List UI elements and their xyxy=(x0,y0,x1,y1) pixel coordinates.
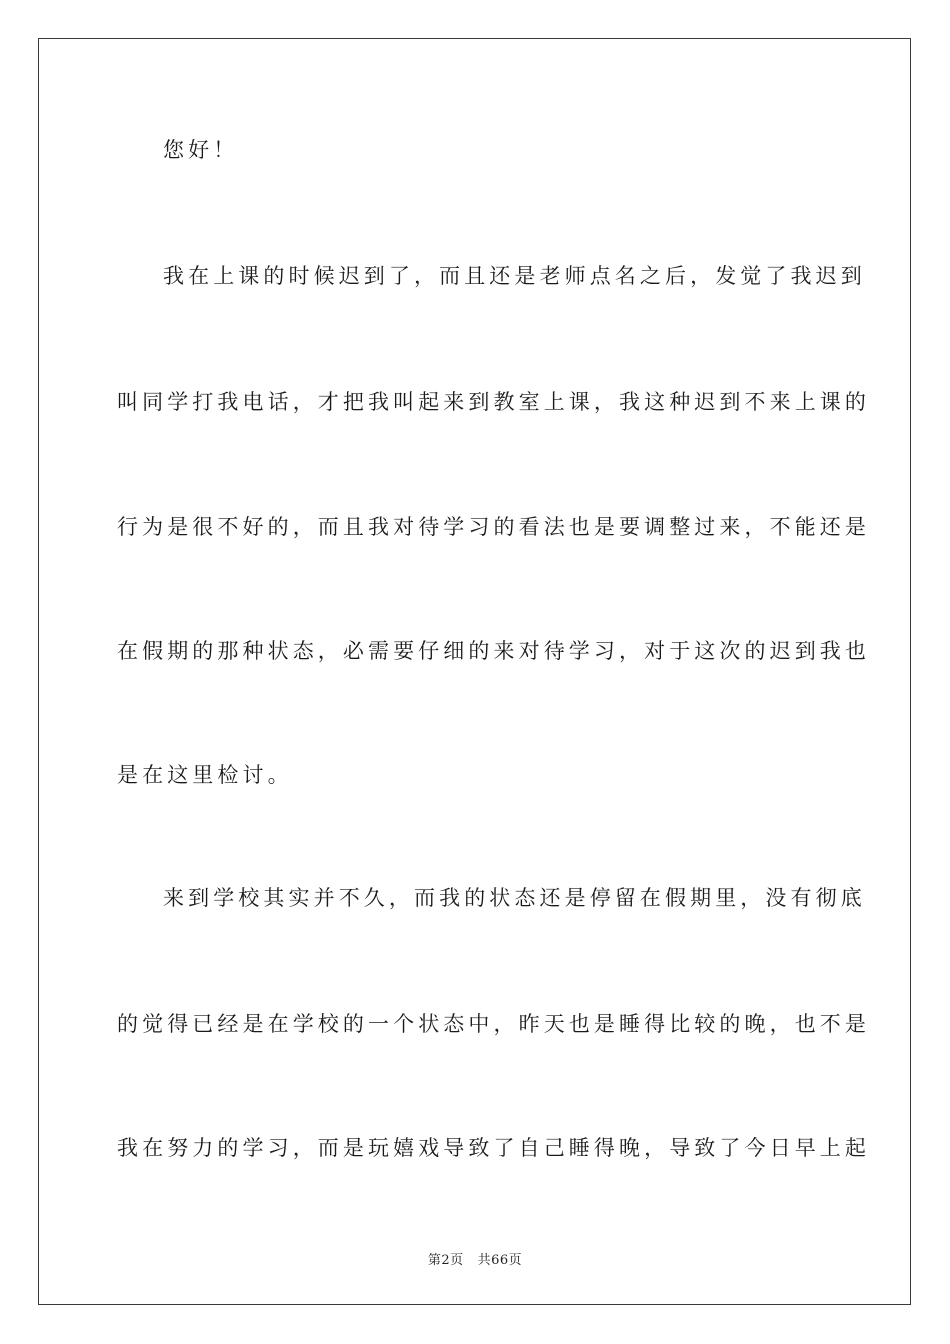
page-footer xyxy=(0,1249,950,1268)
paragraph-line-7: 的觉得已经是在学校的一个状态中，昨天也是睡得比较的晚，也不是 xyxy=(117,1012,870,1036)
page-frame xyxy=(38,38,911,1305)
page-total: 共66页 xyxy=(477,1253,523,1268)
paragraph-line-8: 我在努力的学习，而是玩嬉戏导致了自己睡得晚，导致了今日早上起 xyxy=(117,1136,870,1160)
paragraph-line-1: 我在上课的时候迟到了，而且还是老师点名之后，发觉了我迟到 xyxy=(163,264,866,288)
paragraph-line-5: 是在这里检讨。 xyxy=(117,763,293,787)
paragraph-line-6: 来到学校其实并不久，而我的状态还是停留在假期里，没有彻底 xyxy=(163,886,866,910)
paragraph-line-3: 行为是很不好的，而且我对待学习的看法也是要调整过来，不能还是 xyxy=(117,515,870,539)
greeting-line: 您好！ xyxy=(163,138,239,162)
paragraph-line-4: 在假期的那种状态，必需要仔细的来对待学习，对于这次的迟到我也 xyxy=(117,639,870,663)
page-number: 第2页 xyxy=(427,1253,464,1268)
paragraph-line-2: 叫同学打我电话，才把我叫起来到教室上课，我这种迟到不来上课的 xyxy=(117,390,870,414)
